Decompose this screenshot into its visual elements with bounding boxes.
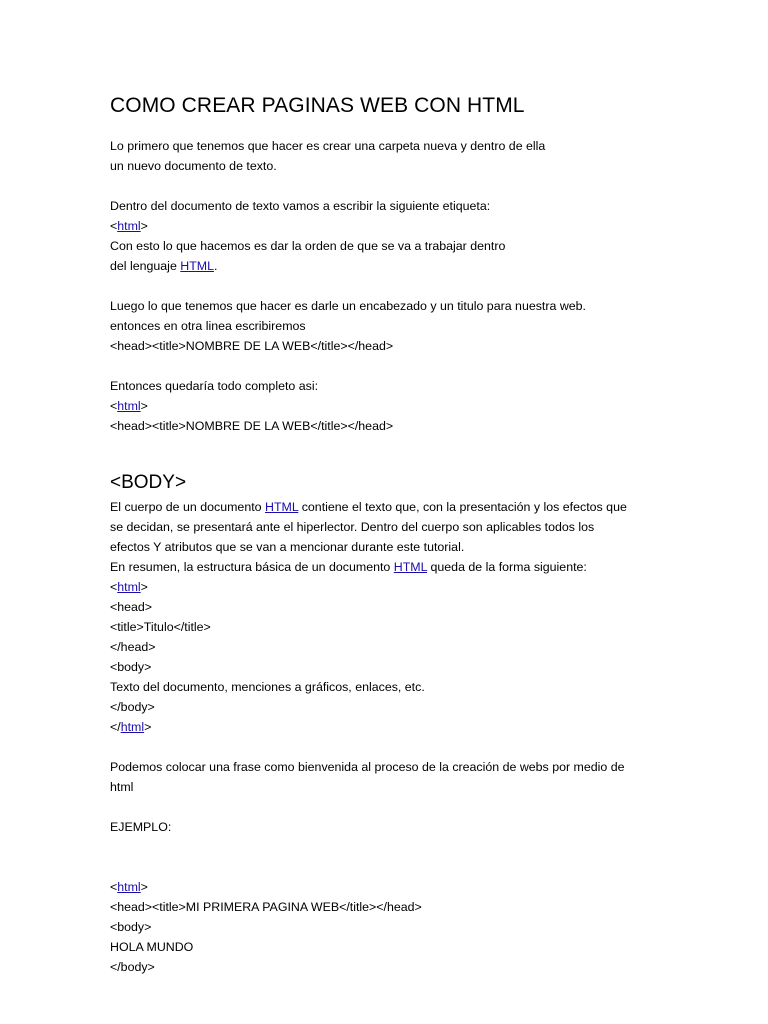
welcome-line: Podemos colocar una frase como bienvenida al proceso de la creación de webs por medio de xyxy=(110,760,625,774)
html-link[interactable]: HTML xyxy=(393,560,428,574)
step2-line: Luego lo que tenemos que hacer es darle un encabezado y un titulo para nuestra web. xyxy=(110,299,586,313)
intro-line: Lo primero que tenemos que hacer es crear una carpeta nueva y dentro de ella xyxy=(110,139,546,153)
html-tag-line: <html> xyxy=(110,580,148,594)
code-line: <body> xyxy=(110,660,152,674)
code-line: HOLA MUNDO xyxy=(110,940,194,954)
html-link[interactable]: html xyxy=(117,880,141,894)
code-line: <head> xyxy=(110,600,153,614)
step3-line: Entonces quedaría todo completo asi: xyxy=(110,379,319,393)
html-tag-line: <html> xyxy=(110,219,148,233)
step1-line: Con esto lo que hacemos es dar la orden de que se va a trabajar dentro xyxy=(110,239,506,253)
html-link[interactable]: html xyxy=(117,219,141,233)
step2-line: entonces en otra linea escribiremos xyxy=(110,319,306,333)
code-line: </body> xyxy=(110,960,155,974)
html-link[interactable]: html xyxy=(117,580,141,594)
html-link[interactable]: html xyxy=(117,399,141,413)
document-content xyxy=(110,90,680,977)
body-paragraph-line: En resumen, la estructura básica de un documento HTML queda de la forma siguiente: xyxy=(110,560,587,574)
code-line: <title>Titulo</title> xyxy=(110,620,211,634)
html-tag-line: <html> xyxy=(110,880,148,894)
code-line: Texto del documento, menciones a gráficos, enlaces, etc. xyxy=(110,680,425,694)
code-line: </head> xyxy=(110,640,156,654)
code-line: <head><title>NOMBRE DE LA WEB</title></head> xyxy=(110,419,394,433)
step1-line: del lenguaje HTML. xyxy=(110,259,218,273)
code-line: <body> xyxy=(110,920,152,934)
code-line: <head><title>MI PRIMERA PAGINA WEB</title></head> xyxy=(110,900,422,914)
body-paragraph-line: se decidan, se presentará ante el hiperlector. Dentro del cuerpo son aplicables todos los xyxy=(110,520,595,534)
html-link[interactable]: html xyxy=(120,720,145,734)
body-paragraph-line: efectos Y atributos que se van a mencionar durante este tutorial. xyxy=(110,540,465,554)
code-line: <head><title>NOMBRE DE LA WEB</title></head> xyxy=(110,339,394,353)
html-link[interactable]: HTML xyxy=(265,500,299,514)
step1-line: Dentro del documento de texto vamos a escribir la siguiente etiqueta: xyxy=(110,199,491,213)
code-line: </body> xyxy=(110,700,155,714)
html-tag-line: <html> xyxy=(110,399,148,413)
welcome-line: html xyxy=(110,780,134,794)
example-label: EJEMPLO: xyxy=(110,820,172,834)
html-link[interactable]: HTML xyxy=(180,259,215,273)
body-heading: <BODY> xyxy=(110,472,187,493)
page-title: COMO CREAR PAGINAS WEB CON HTML xyxy=(110,94,525,117)
body-paragraph-line: El cuerpo de un documento HTML contiene el texto que, con la presentación y los efectos que xyxy=(110,500,627,514)
intro-line: un nuevo documento de texto. xyxy=(110,159,277,173)
html-tag-line: </html> xyxy=(110,720,152,734)
